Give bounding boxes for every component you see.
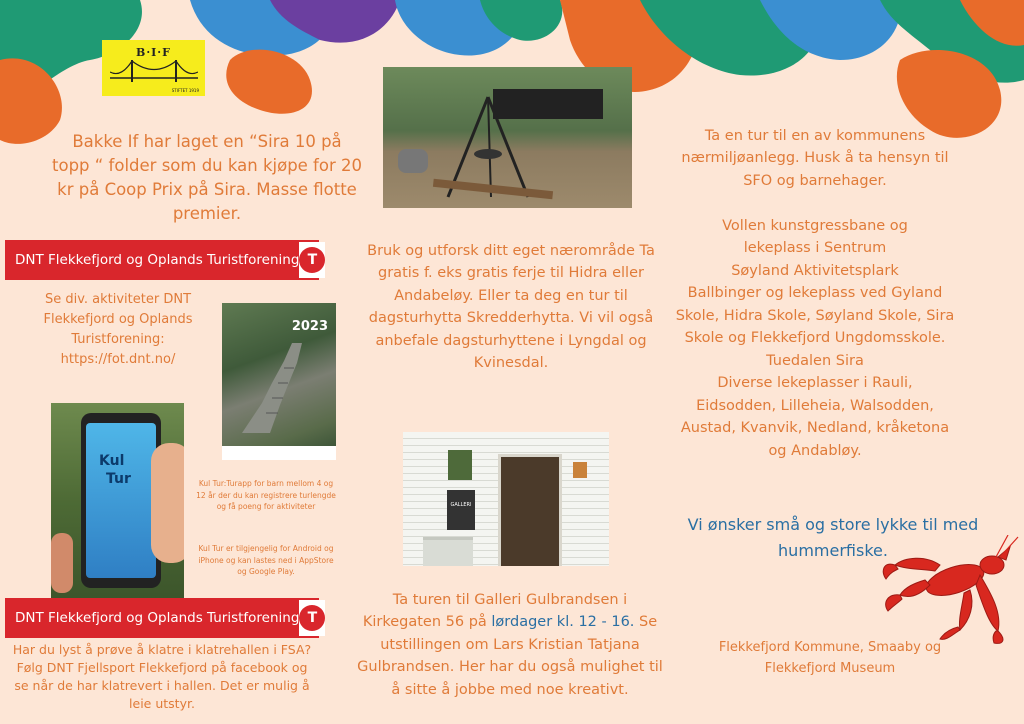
lobster-icon <box>880 535 1020 645</box>
place-item: Ballbinger og lekeplass ved Gyland Skole, Hidra Skole, Søyland Skole, Sira Skole og Flekkefjord Ungdomsskole. <box>675 285 955 347</box>
place-item: Tuedalen Sira <box>766 352 864 369</box>
dnt-logo-icon: T <box>299 600 325 636</box>
bridge-icon <box>110 58 198 84</box>
galleri-text-pre: Ta turen til Galleri Gulbrandsen i Kirkegaten 56 på <box>362 592 628 631</box>
climbing-text: Har du lyst å prøve å klatre i klatrehallen i FSA? Følg DNT Fjellsport Flekkefjord på facebook og se når de har klatrevert i hallen. Det er mulig å leie utstyr. <box>12 642 312 712</box>
dnt-brochure-image <box>222 303 336 460</box>
kultur-caption-2: Kul Tur er tilgjengelig for Android og iPhone og kan lastes ned i AppStore og Google Play. <box>198 544 334 577</box>
shelter-campsite-image <box>383 67 632 208</box>
place-item: Vollen kunstgressbane og lekeplass i Sentrum <box>722 218 908 257</box>
galleri-door-image <box>403 432 609 566</box>
place-item: Diverse lekeplasser i Rauli, Eidsodden, Lilleheia, Walsodden, Austad, Kvanvik, Nedland, kråketona og Andabløy. <box>680 375 950 459</box>
explore-nearby-text: Bruk og utforsk ditt eget nærområde Ta gratis f. eks gratis ferje til Hidra eller Andabeløy. Eller ta deg en tur til dagsturhytta Skredderhytta. Vi vil også anbefale dagsturhyttene i Lyngdal og Kvinesdal. <box>367 243 655 372</box>
dnt-banner-bottom-label: DNT Flekkefjord og Oplands Turistforening <box>15 610 300 626</box>
footer-credits: Flekkefjord Kommune, Smaaby og Flekkefjord Museum <box>718 640 942 676</box>
dnt-banner-top-label: DNT Flekkefjord og Oplands Turistforening <box>15 252 300 268</box>
dnt-banner-bottom <box>5 598 319 638</box>
place-item: Søyland Aktivitetsplark <box>731 262 899 279</box>
bakke-if-intro: Bakke If har laget en “Sira 10 på topp “ folder som du kan kjøpe for 20 kr på Coop Prix på Sira. Masse flotte premier. <box>52 132 362 223</box>
dnt-banner-top <box>5 240 319 280</box>
places-list <box>670 215 960 462</box>
bif-logo-letters: B·I·F <box>136 46 171 59</box>
galleri-opening-hours: lørdager kl. 12 - 16. <box>491 614 635 631</box>
gallery-sign-text: GALLERI <box>450 502 472 508</box>
kultur-app-phone-image: Kul Tur <box>51 403 184 601</box>
lobster-wish-text: Vi ønsker små og store lykke til med hummerfiske. <box>687 515 979 560</box>
bif-logo-small-text: STIFTET 1919 <box>171 88 199 93</box>
brochure-year: 2023 <box>291 319 328 334</box>
stone-steps-icon <box>222 343 336 433</box>
kultur-caption-1: Kul Tur:Turapp for barn mellom 4 og 12 år der du kan registrere turlengde og få poeng for aktiviteter <box>196 479 336 512</box>
bif-logo <box>102 40 205 96</box>
dnt-logo-icon: T <box>299 242 325 278</box>
dnt-activities-text: Se div. aktiviteter DNT Flekkefjord og Oplands Turistforening: https://fot.dnt.no/ <box>43 292 193 368</box>
anlegg-text: Ta en tur til en av kommunens nærmiljøanlegg. Husk å ta hensyn til SFO og barnehager. <box>681 128 949 189</box>
galleri-text <box>357 589 663 701</box>
galleri-text-post: Se utstillingen om Lars Kristian Tatjana Gulbrandsen. Her har du også mulighet til å sitte å jobbe med noe kreativt. <box>357 614 663 698</box>
